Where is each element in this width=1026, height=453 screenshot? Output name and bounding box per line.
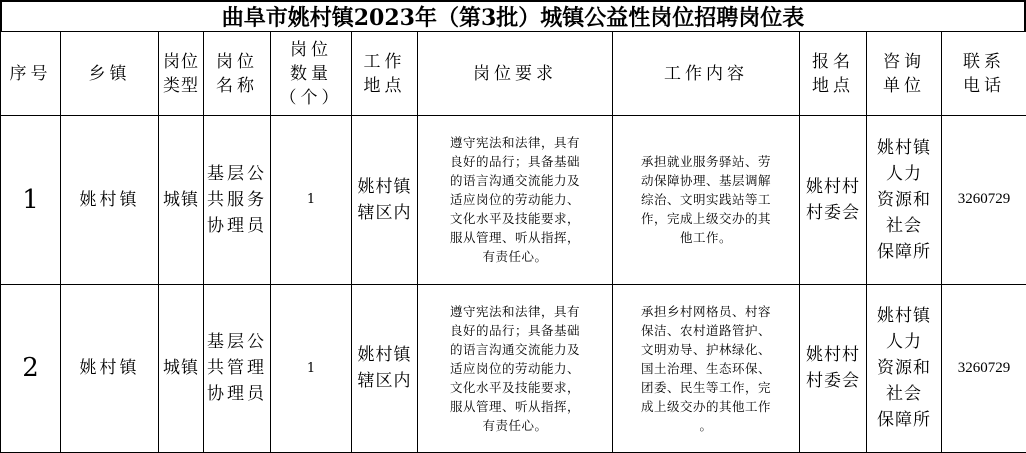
row-work-content: 承担乡村网格员、村容 保洁、农村道路管护、 文明劝导、护林绿化、 国土治理、生态环保、 团委、民生等工作，完 成上级交办的其他工作 。 [613,284,800,452]
row-type: 城镇 [159,284,204,452]
col-header-town: 乡镇 [61,32,159,116]
row-qty: 1 [271,284,352,452]
col-header-place: 工作 地点 [352,32,418,116]
row-phone: 3260729 [942,116,1026,284]
row-town: 姚村镇 [61,284,159,452]
row-signup-place: 姚村村 村委会 [800,284,867,452]
row-requirements: 遵守宪法和法律，具有 良好的品行；具备基础 的语言沟通交流能力及 适应岗位的劳动能力、 文化水平及技能要求， 服从管理、听从指挥， 有责任心。 [418,284,613,452]
col-header-content: 工作内容 [613,32,800,116]
col-header-qty: 岗位 数量 （个） [271,32,352,116]
col-header-requirements: 岗位要求 [418,32,613,116]
row-consult-unit: 姚村镇 人力 资源和 社会 保障所 [867,284,942,452]
col-header-type: 岗位 类型 [159,32,204,116]
row-qty: 1 [271,116,352,284]
row-town: 姚村镇 [61,116,159,284]
row-place: 姚村镇 辖区内 [352,284,418,452]
col-header-consult: 咨询 单位 [867,32,942,116]
row-signup-place: 姚村村 村委会 [800,116,867,284]
row-type: 城镇 [159,116,204,284]
row-position-name: 基层公 共服务 协理员 [204,116,271,284]
row-position-name: 基层公 共管理 协理员 [204,284,271,452]
table-row [1,116,1026,284]
row-requirements: 遵守宪法和法律，具有 良好的品行；具备基础 的语言沟通交流能力及 适应岗位的劳动能力、 文化水平及技能要求， 服从管理、听从指挥， 有责任心。 [418,116,613,284]
row-place: 姚村镇 辖区内 [352,116,418,284]
row-index: 2 [1,284,61,452]
col-header-index: 序号 [1,32,61,116]
table-row [1,284,1026,452]
row-consult-unit: 姚村镇 人力 资源和 社会 保障所 [867,116,942,284]
row-phone: 3260729 [942,284,1026,452]
positions-table [0,31,1026,453]
col-header-signup: 报名 地点 [800,32,867,116]
header-row [1,32,1026,116]
row-work-content: 承担就业服务驿站、劳 动保障协理、基层调解 综治、文明实践站等工 作，完成上级交办的其 他工作。 [613,116,800,284]
page-title: 曲阜市姚村镇2023年（第3批）城镇公益性岗位招聘岗位表 [0,0,1026,31]
row-index: 1 [1,116,61,284]
col-header-name: 岗位 名称 [204,32,271,116]
col-header-phone: 联系 电话 [942,32,1026,116]
